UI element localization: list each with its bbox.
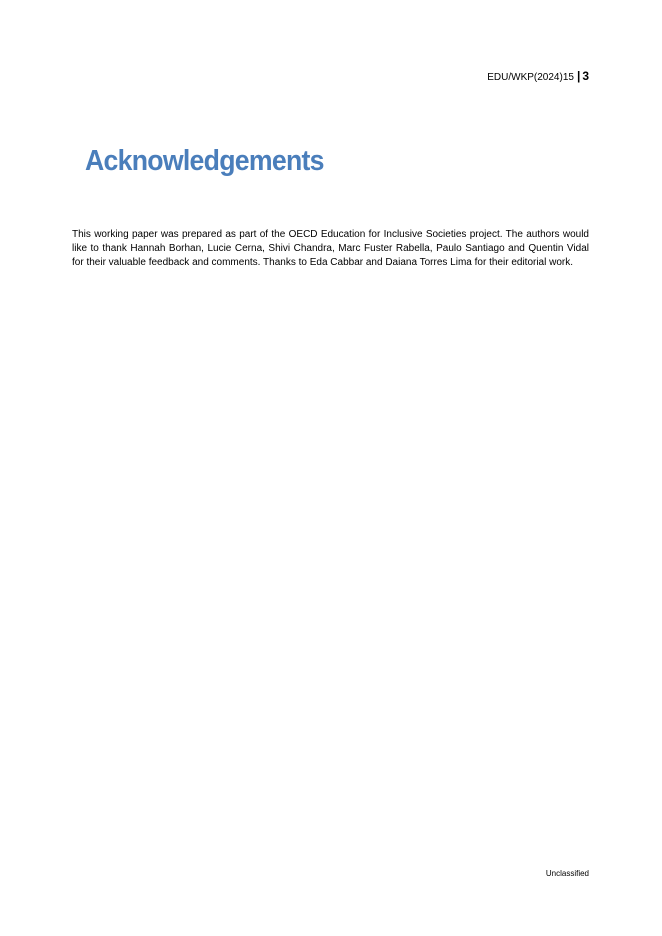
acknowledgements-paragraph: This working paper was prepared as part of the OECD Education for Inclusive Societies project. The authors would like to thank Hannah Borhan, Lucie Cerna, Shivi Chandra, Marc Fuster Rabella, Paulo Santiago and Quentin Vidal for their valuable feedback and comments. Thanks to Eda Cabbar and Daiana Torres Lima for their editorial work.	[72, 229, 589, 268]
page-header	[487, 69, 589, 85]
header-separator: |	[576, 69, 581, 83]
document-code: EDU/WKP(2024)15	[487, 72, 574, 83]
classification-label: Unclassified	[545, 869, 589, 878]
page-number: 3	[582, 69, 589, 83]
section-title: Acknowledgements	[85, 145, 324, 177]
